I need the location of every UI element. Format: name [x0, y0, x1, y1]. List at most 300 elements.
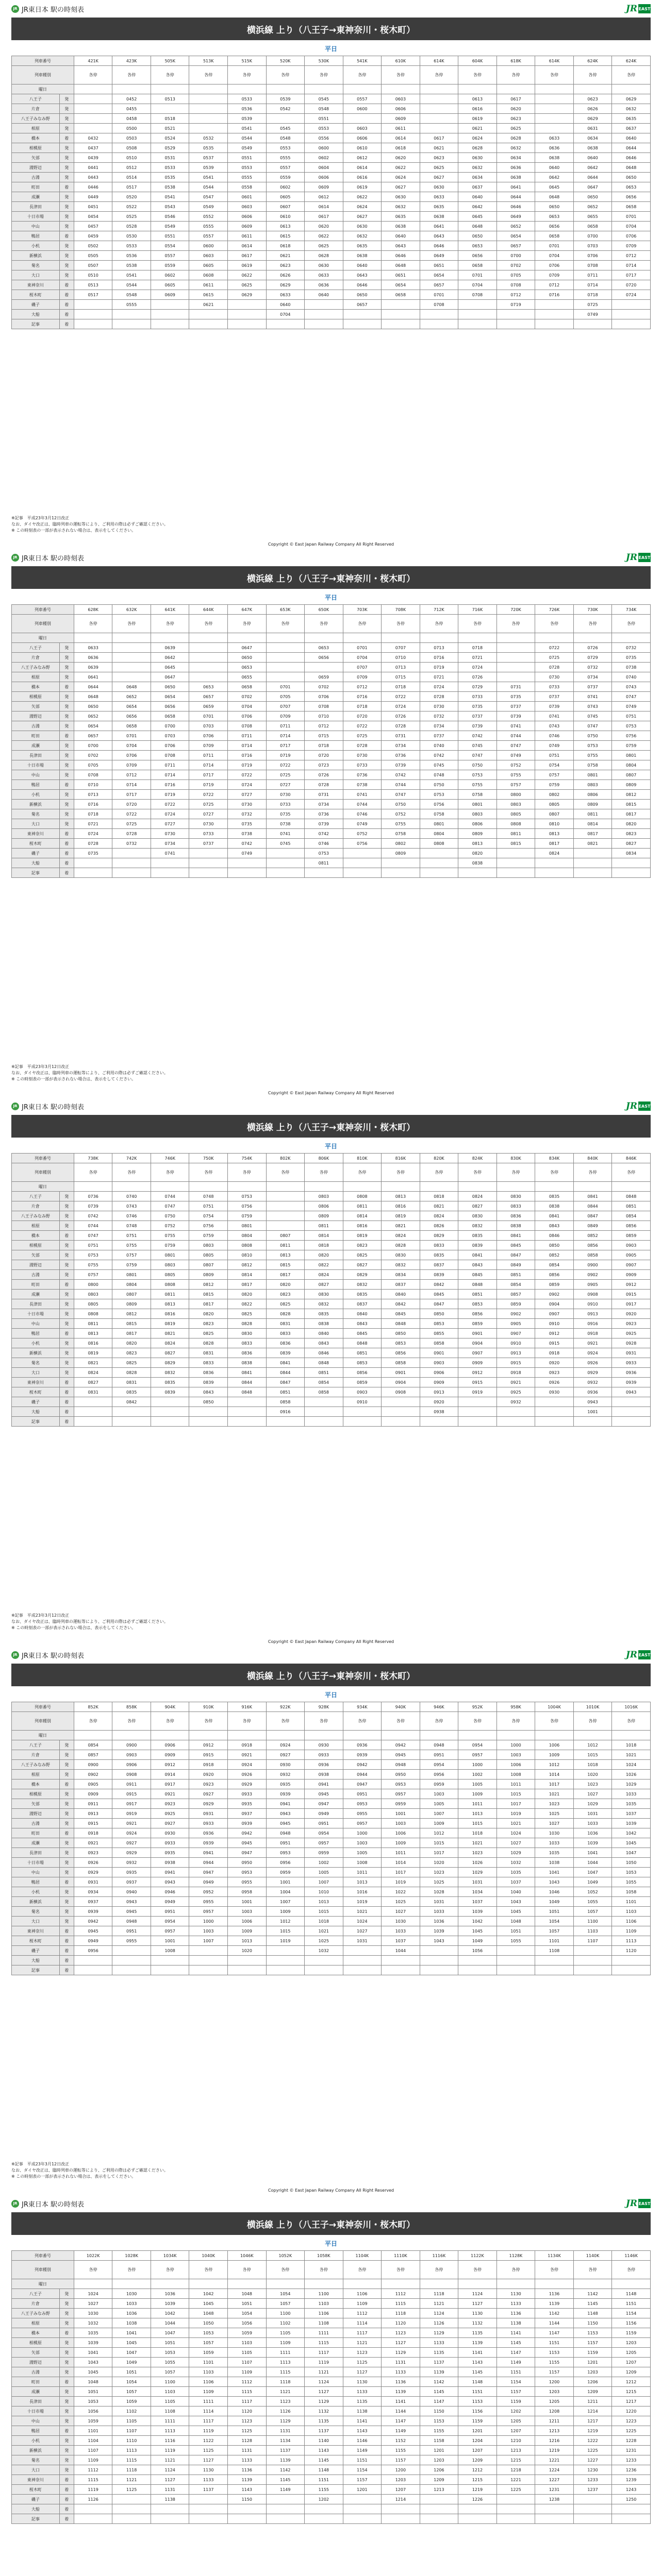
time-cell[interactable]: 0648: [382, 261, 420, 270]
time-cell[interactable]: 0859: [343, 1378, 382, 1387]
time-cell[interactable]: [535, 319, 574, 329]
site-brand[interactable]: [11, 553, 84, 563]
time-cell[interactable]: 0725: [189, 800, 228, 809]
time-cell[interactable]: [189, 643, 228, 653]
time-cell[interactable]: 0617: [228, 251, 267, 261]
time-cell[interactable]: 0948: [266, 1828, 305, 1838]
time-cell[interactable]: 0915: [535, 1338, 574, 1348]
time-cell[interactable]: 1048: [496, 1917, 535, 1926]
time-cell[interactable]: 0759: [189, 1231, 228, 1241]
time-cell[interactable]: 0652: [496, 222, 535, 231]
time-cell[interactable]: 1133: [189, 2475, 228, 2485]
time-cell[interactable]: [343, 858, 382, 868]
time-cell[interactable]: 0632: [612, 104, 651, 114]
time-cell[interactable]: 1219: [458, 2485, 497, 2495]
time-cell[interactable]: 0845: [458, 1270, 497, 1280]
time-cell[interactable]: 1212: [458, 2465, 497, 2475]
time-cell[interactable]: 0712: [305, 721, 343, 731]
time-cell[interactable]: [496, 2495, 535, 2504]
time-cell[interactable]: 0741: [343, 790, 382, 800]
time-cell[interactable]: 0701: [612, 212, 651, 222]
time-cell[interactable]: 1142: [420, 2377, 458, 2387]
timetable-cell[interactable]: 各停: [496, 66, 535, 84]
time-cell[interactable]: 0929: [189, 1799, 228, 1809]
time-cell[interactable]: 0827: [74, 1378, 112, 1387]
time-cell[interactable]: 1105: [112, 2416, 151, 2426]
time-cell[interactable]: 1236: [612, 2465, 651, 2475]
time-cell[interactable]: [266, 2504, 305, 2514]
time-cell[interactable]: 0700: [74, 741, 112, 751]
time-cell[interactable]: 0636: [74, 653, 112, 663]
time-cell[interactable]: 1109: [266, 2338, 305, 2348]
time-cell[interactable]: 0908: [382, 1387, 420, 1397]
time-cell[interactable]: 0512: [112, 163, 151, 173]
time-cell[interactable]: 1212: [612, 2377, 651, 2387]
time-cell[interactable]: 0707: [343, 663, 382, 672]
time-cell[interactable]: 1043: [535, 1877, 574, 1887]
time-cell[interactable]: 1138: [496, 2318, 535, 2328]
time-cell[interactable]: 1048: [189, 2309, 228, 2318]
time-cell[interactable]: 0939: [74, 1907, 112, 1917]
time-cell[interactable]: 0752: [382, 809, 420, 819]
time-cell[interactable]: 1119: [189, 2426, 228, 2436]
time-cell[interactable]: 0753: [228, 1192, 267, 1201]
time-cell[interactable]: 1243: [612, 2485, 651, 2495]
time-cell[interactable]: 0606: [382, 104, 420, 114]
time-cell[interactable]: 1107: [112, 2426, 151, 2436]
time-cell[interactable]: 0655: [573, 212, 612, 222]
time-cell[interactable]: 1101: [189, 2358, 228, 2367]
time-cell[interactable]: 0730: [266, 790, 305, 800]
time-cell[interactable]: 1054: [535, 1917, 574, 1926]
time-cell[interactable]: 0638: [382, 222, 420, 231]
time-cell[interactable]: 0813: [74, 1329, 112, 1338]
time-cell[interactable]: 0936: [612, 1368, 651, 1378]
time-cell[interactable]: [112, 849, 151, 858]
time-cell[interactable]: 1036: [151, 2289, 189, 2299]
time-cell[interactable]: 0733: [535, 682, 574, 692]
time-cell[interactable]: 1207: [382, 2485, 420, 2495]
time-cell[interactable]: 0945: [228, 1838, 267, 1848]
time-cell[interactable]: 1129: [420, 2328, 458, 2338]
time-cell[interactable]: 1057: [151, 2367, 189, 2377]
time-cell[interactable]: 1221: [535, 2455, 574, 2465]
time-cell[interactable]: 0722: [151, 800, 189, 809]
time-cell[interactable]: 1033: [112, 2299, 151, 2309]
time-cell[interactable]: 1130: [343, 2377, 382, 2387]
time-cell[interactable]: 1049: [112, 2358, 151, 2367]
time-cell[interactable]: 0628: [305, 251, 343, 261]
time-cell[interactable]: 0801: [151, 1250, 189, 1260]
time-cell[interactable]: 1158: [420, 2436, 458, 2446]
time-cell[interactable]: 0939: [612, 1378, 651, 1387]
time-cell[interactable]: 0955: [112, 1936, 151, 1946]
timetable-cell[interactable]: 各停: [343, 1712, 382, 1731]
time-cell[interactable]: 1137: [305, 2426, 343, 2436]
time-cell[interactable]: 0617: [496, 94, 535, 104]
time-cell[interactable]: 0904: [458, 1338, 497, 1348]
time-cell[interactable]: 0721: [420, 672, 458, 682]
timetable-cell[interactable]: 各停: [573, 1712, 612, 1731]
time-cell[interactable]: 0724: [151, 809, 189, 819]
time-cell[interactable]: 0616: [343, 173, 382, 182]
time-cell[interactable]: 0628: [458, 143, 497, 153]
time-cell[interactable]: 0807: [112, 1290, 151, 1299]
time-cell[interactable]: [458, 1956, 497, 1965]
time-cell[interactable]: 1120: [382, 2318, 420, 2328]
time-cell[interactable]: 0720: [112, 800, 151, 809]
time-cell[interactable]: 1032: [496, 1858, 535, 1868]
time-cell[interactable]: 0741: [573, 692, 612, 702]
time-cell[interactable]: 0636: [305, 280, 343, 290]
time-cell[interactable]: 0600: [343, 104, 382, 114]
time-cell[interactable]: 0737: [189, 839, 228, 849]
time-cell[interactable]: 0658: [612, 202, 651, 212]
time-cell[interactable]: [612, 858, 651, 868]
time-cell[interactable]: 1233: [573, 2475, 612, 2485]
time-cell[interactable]: 0539: [228, 114, 267, 124]
time-cell[interactable]: 0915: [74, 1819, 112, 1828]
time-cell[interactable]: 0714: [189, 760, 228, 770]
time-cell[interactable]: 0930: [266, 1760, 305, 1770]
time-cell[interactable]: 1036: [573, 1828, 612, 1838]
time-cell[interactable]: 0548: [305, 104, 343, 114]
time-cell[interactable]: 1203: [612, 2338, 651, 2348]
time-cell[interactable]: 0553: [266, 143, 305, 153]
time-cell[interactable]: 1106: [305, 2309, 343, 2318]
time-cell[interactable]: 0755: [458, 780, 497, 790]
time-cell[interactable]: 0841: [228, 1368, 267, 1378]
time-cell[interactable]: [382, 1417, 420, 1427]
time-cell[interactable]: [573, 849, 612, 858]
time-cell[interactable]: 0807: [535, 809, 574, 819]
time-cell[interactable]: 0704: [535, 251, 574, 261]
time-cell[interactable]: 0709: [112, 760, 151, 770]
time-cell[interactable]: 1047: [151, 2328, 189, 2338]
time-cell[interactable]: 0724: [74, 829, 112, 839]
time-cell[interactable]: 0711: [573, 270, 612, 280]
time-cell[interactable]: 0744: [382, 780, 420, 790]
time-cell[interactable]: 0840: [382, 1290, 420, 1299]
time-cell[interactable]: 0835: [151, 1378, 189, 1387]
time-cell[interactable]: 0543: [151, 202, 189, 212]
time-cell[interactable]: [458, 1417, 497, 1427]
time-cell[interactable]: 0844: [573, 1201, 612, 1211]
timetable-cell[interactable]: 各停: [266, 1163, 305, 1182]
time-cell[interactable]: 1032: [305, 1946, 343, 1956]
time-cell[interactable]: 0809: [573, 800, 612, 809]
time-cell[interactable]: [151, 319, 189, 329]
time-cell[interactable]: 0558: [228, 182, 267, 192]
time-cell[interactable]: 0819: [74, 1348, 112, 1358]
time-cell[interactable]: [74, 2514, 112, 2524]
time-cell[interactable]: 0905: [496, 1319, 535, 1329]
time-cell[interactable]: 1048: [228, 2289, 267, 2299]
time-cell[interactable]: 1030: [382, 1917, 420, 1926]
time-cell[interactable]: 0828: [266, 1309, 305, 1319]
time-cell[interactable]: 0736: [382, 751, 420, 760]
time-cell[interactable]: 0949: [74, 1936, 112, 1946]
time-cell[interactable]: [74, 104, 112, 114]
timetable-cell[interactable]: 816K: [382, 1154, 420, 1163]
time-cell[interactable]: 0701: [420, 290, 458, 300]
time-cell[interactable]: [612, 319, 651, 329]
time-cell[interactable]: 1039: [458, 1907, 497, 1917]
time-cell[interactable]: 0719: [151, 790, 189, 800]
time-cell[interactable]: 0759: [612, 741, 651, 751]
timetable-cell[interactable]: 各停: [612, 2261, 651, 2279]
time-cell[interactable]: 0945: [112, 1907, 151, 1917]
time-cell[interactable]: 0553: [305, 124, 343, 133]
time-cell[interactable]: 0824: [151, 1338, 189, 1348]
time-cell[interactable]: 0728: [382, 721, 420, 731]
time-cell[interactable]: 1138: [151, 2495, 189, 2504]
time-cell[interactable]: 1047: [112, 2348, 151, 2358]
time-cell[interactable]: 0954: [458, 1740, 497, 1750]
time-cell[interactable]: 0905: [573, 1280, 612, 1290]
time-cell[interactable]: 0858: [305, 1387, 343, 1397]
time-cell[interactable]: [266, 643, 305, 653]
time-cell[interactable]: 1220: [612, 2406, 651, 2416]
timetable-cell[interactable]: 各停: [266, 66, 305, 84]
time-cell[interactable]: 1028: [420, 1887, 458, 1897]
time-cell[interactable]: 1214: [382, 2495, 420, 2504]
time-cell[interactable]: 0924: [228, 1760, 267, 1770]
time-cell[interactable]: 0712: [112, 770, 151, 780]
time-cell[interactable]: 0905: [74, 1780, 112, 1789]
time-cell[interactable]: 1045: [458, 1926, 497, 1936]
time-cell[interactable]: [305, 1417, 343, 1427]
time-cell[interactable]: 0636: [535, 143, 574, 153]
time-cell[interactable]: 0936: [305, 1760, 343, 1770]
time-cell[interactable]: 1148: [458, 2377, 497, 2387]
time-cell[interactable]: 0829: [420, 1231, 458, 1241]
time-cell[interactable]: 0632: [496, 143, 535, 153]
time-cell[interactable]: 1142: [535, 2309, 574, 2318]
timetable-cell[interactable]: 1004K: [535, 1702, 574, 1712]
time-cell[interactable]: 1019: [496, 1809, 535, 1819]
time-cell[interactable]: 0611: [228, 231, 267, 241]
time-cell[interactable]: 1154: [612, 2309, 651, 2318]
time-cell[interactable]: 0812: [112, 1309, 151, 1319]
time-cell[interactable]: 0837: [420, 1260, 458, 1270]
time-cell[interactable]: 0609: [305, 182, 343, 192]
time-cell[interactable]: 0828: [228, 1319, 267, 1329]
time-cell[interactable]: 1033: [420, 1907, 458, 1917]
time-cell[interactable]: [74, 319, 112, 329]
time-cell[interactable]: 0843: [535, 1221, 574, 1231]
time-cell[interactable]: 0629: [612, 94, 651, 104]
time-cell[interactable]: 0832: [343, 1280, 382, 1290]
time-cell[interactable]: 0916: [573, 1319, 612, 1329]
time-cell[interactable]: 0753: [612, 721, 651, 731]
time-cell[interactable]: 0947: [228, 1848, 267, 1858]
time-cell[interactable]: 0915: [458, 1378, 497, 1387]
time-cell[interactable]: [112, 319, 151, 329]
time-cell[interactable]: 0602: [151, 270, 189, 280]
time-cell[interactable]: 0748: [189, 1192, 228, 1201]
timetable-cell[interactable]: 928K: [305, 1702, 343, 1712]
time-cell[interactable]: 0904: [535, 1299, 574, 1309]
time-cell[interactable]: 1118: [266, 2377, 305, 2387]
time-cell[interactable]: 0653: [612, 182, 651, 192]
timetable-cell[interactable]: 各停: [535, 1163, 574, 1182]
time-cell[interactable]: 1026: [458, 1858, 497, 1868]
time-cell[interactable]: 0842: [420, 1280, 458, 1290]
time-cell[interactable]: [343, 2495, 382, 2504]
time-cell[interactable]: 1201: [343, 2485, 382, 2495]
time-cell[interactable]: 0605: [189, 261, 228, 270]
time-cell[interactable]: 1012: [266, 1917, 305, 1926]
timetable-cell[interactable]: 641K: [151, 605, 189, 615]
time-cell[interactable]: 0933: [151, 1838, 189, 1848]
time-cell[interactable]: 1159: [496, 2397, 535, 2406]
time-cell[interactable]: 0635: [612, 114, 651, 124]
timetable-cell[interactable]: 各停: [228, 1163, 267, 1182]
time-cell[interactable]: 1027: [573, 1789, 612, 1799]
time-cell[interactable]: 0923: [612, 1319, 651, 1329]
time-cell[interactable]: 0948: [112, 1917, 151, 1926]
time-cell[interactable]: 1128: [228, 2436, 267, 2446]
time-cell[interactable]: 0949: [305, 1809, 343, 1819]
timetable-cell[interactable]: 708K: [382, 605, 420, 615]
time-cell[interactable]: 0943: [573, 1397, 612, 1407]
time-cell[interactable]: 1203: [420, 2455, 458, 2465]
time-cell[interactable]: 0814: [343, 1211, 382, 1221]
time-cell[interactable]: 0911: [112, 1780, 151, 1789]
time-cell[interactable]: 1108: [305, 2318, 343, 2328]
time-cell[interactable]: 0757: [112, 1250, 151, 1260]
time-cell[interactable]: [266, 1221, 305, 1231]
time-cell[interactable]: 1139: [420, 2367, 458, 2377]
time-cell[interactable]: 0737: [420, 731, 458, 741]
time-cell[interactable]: 1055: [151, 2358, 189, 2367]
time-cell[interactable]: 0933: [189, 1819, 228, 1828]
time-cell[interactable]: 0618: [382, 143, 420, 153]
time-cell[interactable]: 0437: [74, 143, 112, 153]
time-cell[interactable]: 0825: [266, 1299, 305, 1309]
time-cell[interactable]: 1057: [573, 1907, 612, 1917]
time-cell[interactable]: 0613: [458, 94, 497, 104]
time-cell[interactable]: 0712: [612, 251, 651, 261]
time-cell[interactable]: 0758: [458, 790, 497, 800]
time-cell[interactable]: 0656: [535, 222, 574, 231]
time-cell[interactable]: 1207: [458, 2446, 497, 2455]
time-cell[interactable]: 0714: [112, 780, 151, 790]
timetable-cell[interactable]: 1016K: [612, 1702, 651, 1712]
time-cell[interactable]: 0719: [496, 300, 535, 310]
time-cell[interactable]: 0654: [151, 692, 189, 702]
time-cell[interactable]: 0541: [112, 270, 151, 280]
time-cell[interactable]: 0715: [382, 672, 420, 682]
time-cell[interactable]: 0615: [189, 290, 228, 300]
time-cell[interactable]: 0746: [535, 731, 574, 741]
time-cell[interactable]: [228, 1956, 267, 1965]
time-cell[interactable]: 0634: [496, 153, 535, 163]
timetable-cell[interactable]: 423K: [112, 56, 151, 66]
time-cell[interactable]: 1227: [535, 2475, 574, 2485]
timetable-cell[interactable]: 720K: [496, 605, 535, 615]
time-cell[interactable]: 0741: [151, 849, 189, 858]
time-cell[interactable]: 0747: [382, 790, 420, 800]
time-cell[interactable]: 0832: [458, 1221, 497, 1231]
time-cell[interactable]: 0647: [151, 672, 189, 682]
time-cell[interactable]: 0833: [228, 1338, 267, 1348]
time-cell[interactable]: 1101: [612, 1897, 651, 1907]
time-cell[interactable]: 0835: [458, 1231, 497, 1241]
time-cell[interactable]: [496, 663, 535, 672]
time-cell[interactable]: 0653: [228, 663, 267, 672]
time-cell[interactable]: 1156: [458, 2406, 497, 2416]
time-cell[interactable]: 0804: [112, 1280, 151, 1290]
time-cell[interactable]: 1225: [496, 2485, 535, 2495]
time-cell[interactable]: 0910: [573, 1299, 612, 1309]
time-cell[interactable]: 0638: [343, 251, 382, 261]
time-cell[interactable]: 0752: [151, 1221, 189, 1231]
time-cell[interactable]: 0743: [573, 702, 612, 711]
time-cell[interactable]: 0718: [458, 643, 497, 653]
time-cell[interactable]: 0726: [382, 711, 420, 721]
time-cell[interactable]: 1137: [420, 2358, 458, 2367]
time-cell[interactable]: 1020: [420, 1858, 458, 1868]
time-cell[interactable]: 0641: [74, 672, 112, 682]
time-cell[interactable]: 0446: [74, 182, 112, 192]
time-cell[interactable]: 0931: [189, 1809, 228, 1819]
time-cell[interactable]: 0755: [573, 751, 612, 760]
time-cell[interactable]: [535, 1407, 574, 1417]
time-cell[interactable]: 0552: [189, 212, 228, 222]
time-cell[interactable]: 1013: [343, 1877, 382, 1887]
time-cell[interactable]: [74, 1417, 112, 1427]
time-cell[interactable]: 0518: [151, 114, 189, 124]
time-cell[interactable]: 1103: [305, 2299, 343, 2309]
time-cell[interactable]: 0609: [228, 222, 267, 231]
time-cell[interactable]: 0735: [496, 692, 535, 702]
timetable-cell[interactable]: 840K: [573, 1154, 612, 1163]
timetable-cell[interactable]: 各停: [382, 1712, 420, 1731]
time-cell[interactable]: 0548: [112, 290, 151, 300]
time-cell[interactable]: 0823: [343, 1241, 382, 1250]
time-cell[interactable]: 1126: [74, 2495, 112, 2504]
time-cell[interactable]: 1057: [535, 1926, 574, 1936]
time-cell[interactable]: 0841: [496, 1231, 535, 1241]
time-cell[interactable]: 0627: [343, 212, 382, 222]
time-cell[interactable]: 1121: [305, 2367, 343, 2377]
time-cell[interactable]: 0749: [535, 741, 574, 751]
timetable-cell[interactable]: 541K: [343, 56, 382, 66]
time-cell[interactable]: 1213: [496, 2446, 535, 2455]
time-cell[interactable]: 1202: [305, 2495, 343, 2504]
time-cell[interactable]: 0858: [573, 1250, 612, 1260]
time-cell[interactable]: 0912: [189, 1740, 228, 1750]
time-cell[interactable]: [496, 310, 535, 319]
time-cell[interactable]: 0643: [343, 270, 382, 280]
time-cell[interactable]: 1136: [228, 2465, 267, 2475]
time-cell[interactable]: [343, 2504, 382, 2514]
time-cell[interactable]: 1046: [535, 1887, 574, 1897]
time-cell[interactable]: 1037: [496, 1877, 535, 1887]
time-cell[interactable]: 0741: [266, 829, 305, 839]
time-cell[interactable]: 1155: [420, 2426, 458, 2436]
time-cell[interactable]: 0613: [266, 222, 305, 231]
time-cell[interactable]: 1136: [496, 2309, 535, 2318]
time-cell[interactable]: [612, 1956, 651, 1965]
time-cell[interactable]: 0753: [458, 770, 497, 780]
time-cell[interactable]: 0728: [74, 839, 112, 849]
time-cell[interactable]: 0913: [420, 1387, 458, 1397]
time-cell[interactable]: 1056: [74, 2406, 112, 2416]
time-cell[interactable]: 0549: [151, 222, 189, 231]
